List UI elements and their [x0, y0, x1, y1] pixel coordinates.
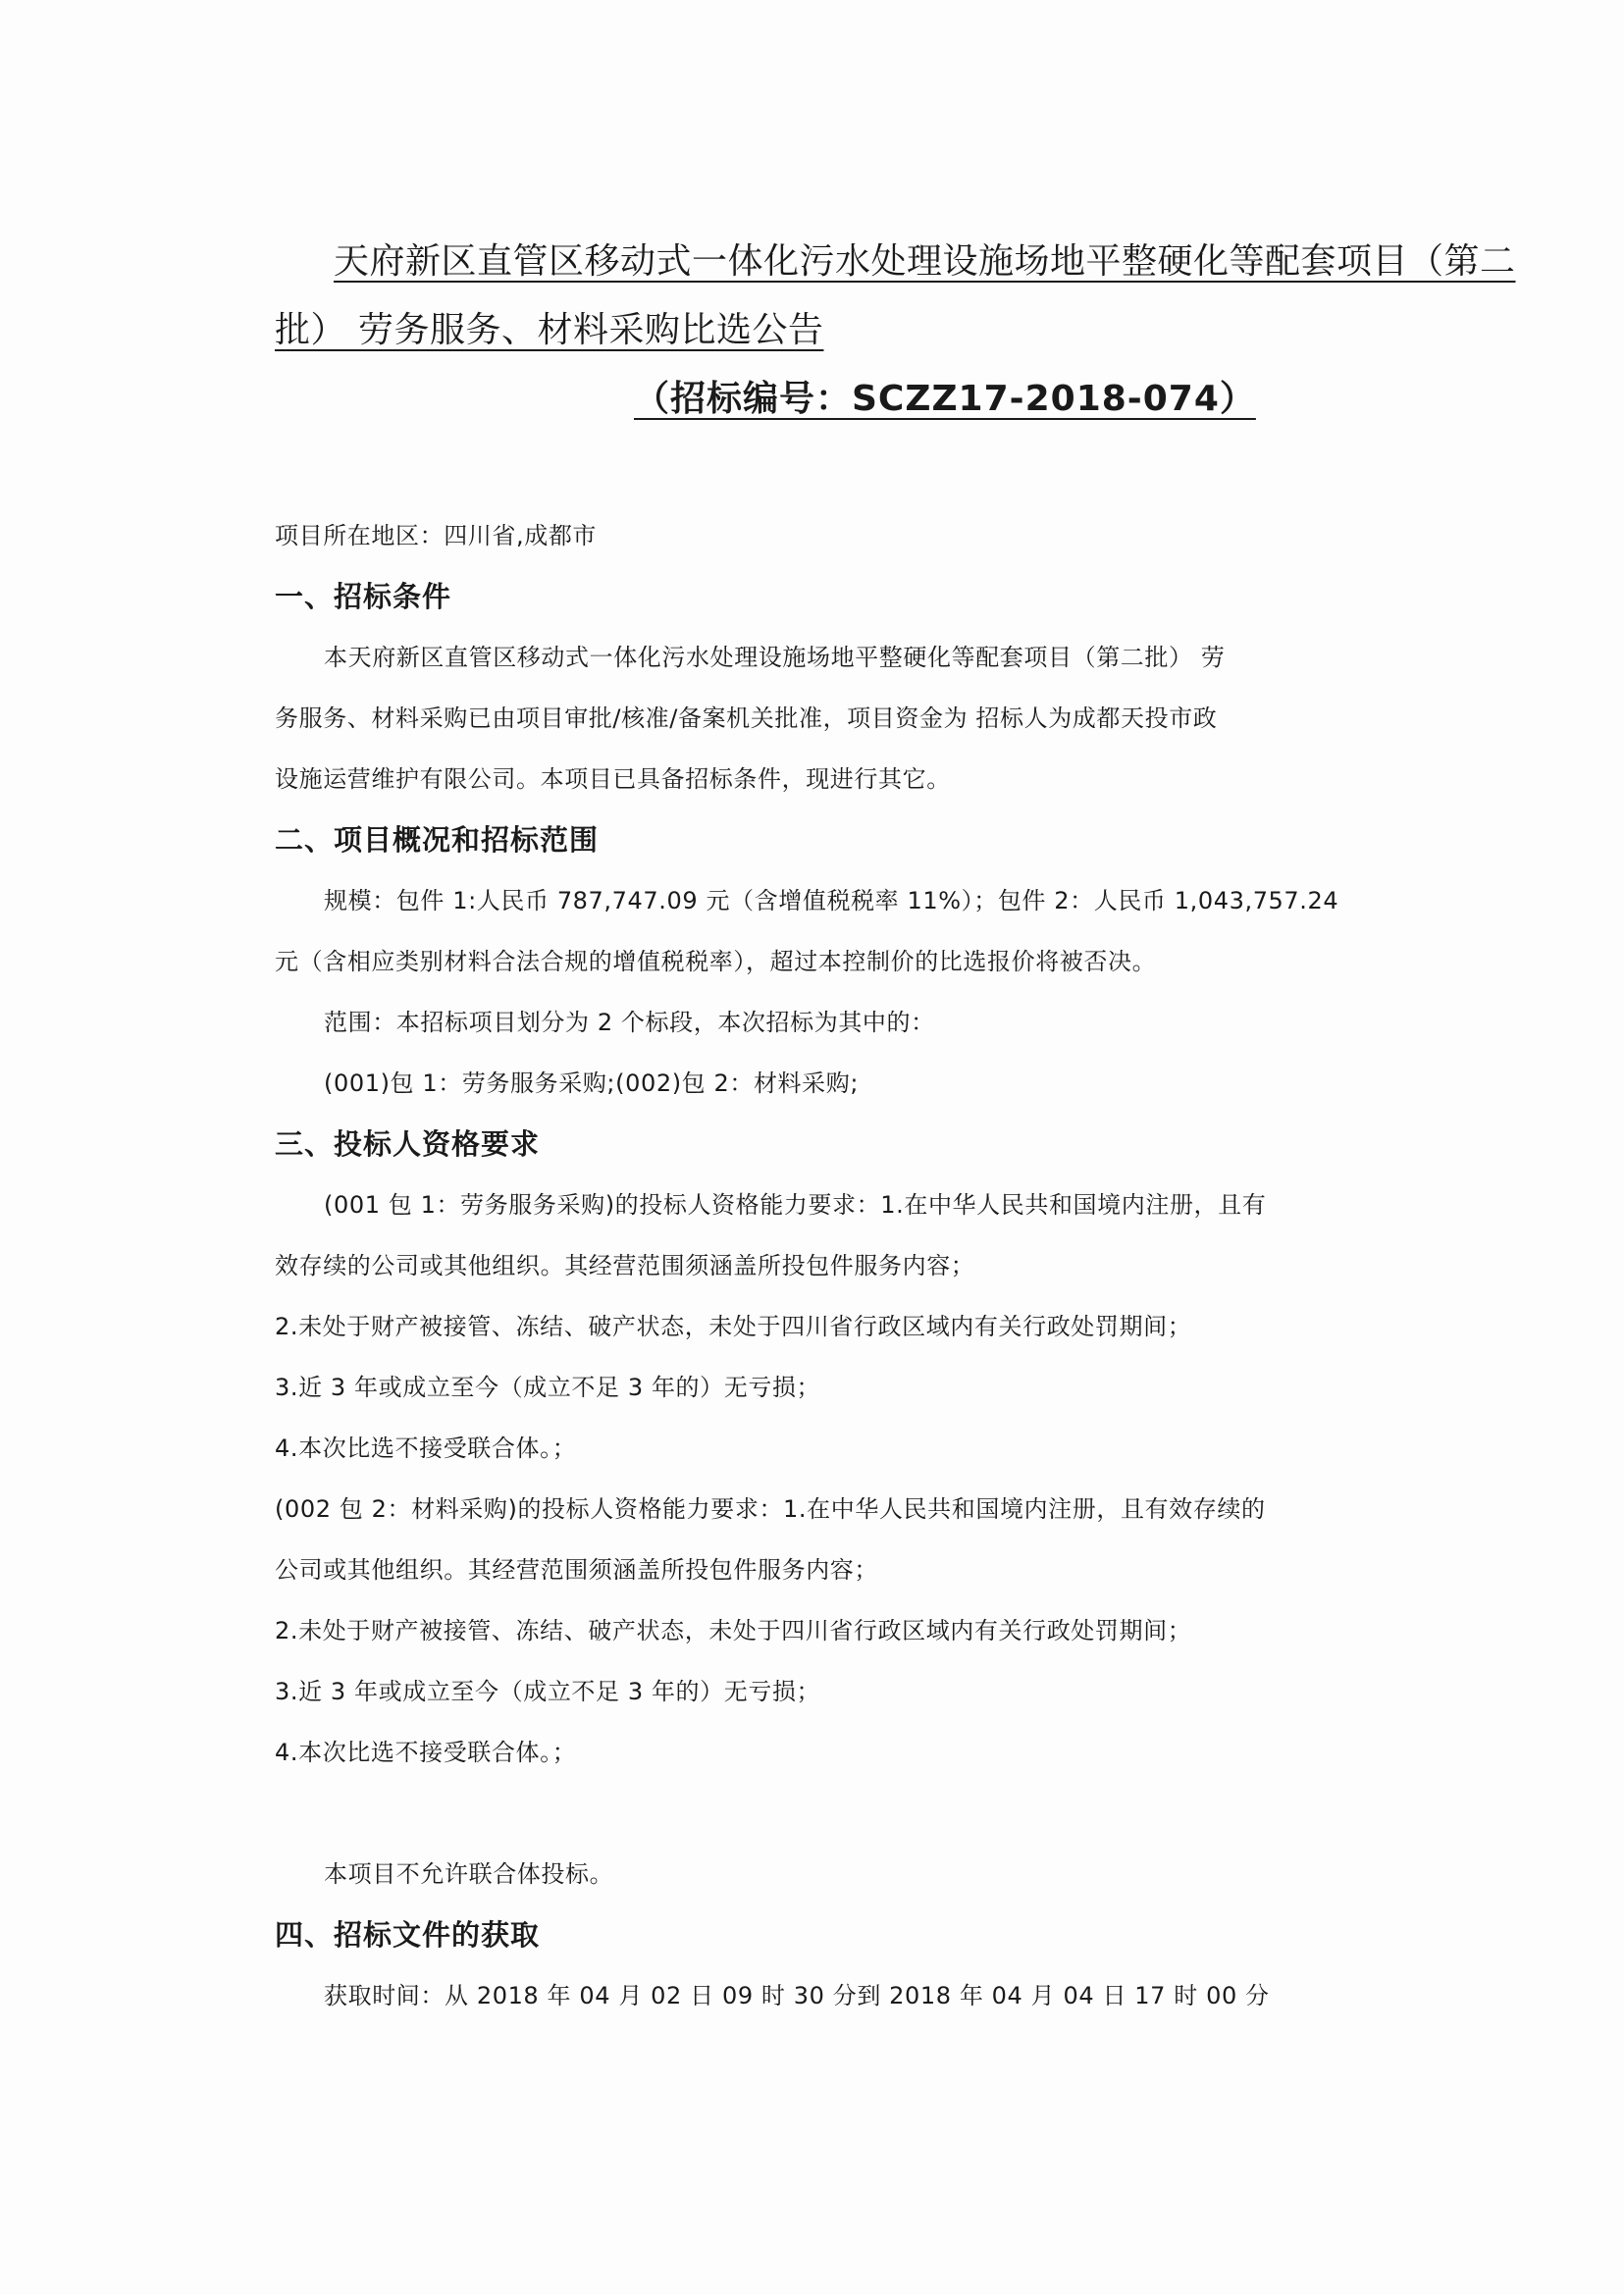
package1-req-line-2: 效存续的公司或其他组织。其经营范围须涵盖所投包件服务内容；	[275, 1252, 975, 1279]
conditions-line-2: 务服务、材料采购已由项目审批/核准/备案机关批准，项目资金为 招标人为成都天投市政	[275, 704, 1218, 732]
announcement-body	[275, 505, 1374, 2026]
scale-line-2: 元（含相应类别材料合法合规的增值税税率），超过本控制价的比选报价将被否决。	[275, 948, 1157, 975]
section-heading-documents: 四、招标文件的获取	[275, 1918, 541, 1952]
package1-req-item-4: 4.本次比选不接受联合体。；	[275, 1434, 577, 1462]
title-line-1: 天府新区直管区移动式一体化污水处理设施场地平整硬化等配套项目（第二	[334, 241, 1516, 282]
blank-gap	[275, 1783, 1374, 1844]
title-line-2: 批） 劳务服务、材料采购比选公告	[275, 310, 824, 350]
acquisition-time: 获取时间：从 2018 年 04 月 02 日 09 时 30 分到 2018 年 04 月 04 日 17 时 00 分	[324, 1982, 1270, 2009]
conditions-line-1: 本天府新区直管区移动式一体化污水处理设施场地平整硬化等配套项目（第二批） 劳	[324, 644, 1226, 671]
announcement-title	[275, 228, 1516, 434]
package2-req-line-1: (002 包 2：材料采购)的投标人资格能力要求：1.在中华人民共和国境内注册，且有效存续的	[275, 1495, 1266, 1523]
package1-req-item-2: 2.未处于财产被接管、冻结、破产状态，未处于四川省行政区域内有关行政处罚期间；	[275, 1313, 1192, 1340]
conditions-line-3: 设施运营维护有限公司。本项目已具备招标条件，现进行其它。	[275, 765, 951, 793]
project-region: 项目所在地区：四川省,成都市	[275, 522, 598, 549]
package2-req-item-2: 2.未处于财产被接管、冻结、破产状态，未处于四川省行政区域内有关行政处罚期间；	[275, 1617, 1192, 1644]
packages-line: (001)包 1：劳务服务采购;(002)包 2：材料采购;	[324, 1069, 860, 1097]
scope-line: 范围：本招标项目划分为 2 个标段，本次招标为其中的：	[324, 1009, 935, 1036]
package2-req-item-4: 4.本次比选不接受联合体。；	[275, 1739, 577, 1766]
package1-req-line-1: (001 包 1：劳务服务采购)的投标人资格能力要求：1.在中华人民共和国境内注册，且有	[324, 1191, 1267, 1219]
section-heading-conditions: 一、招标条件	[275, 580, 452, 613]
scale-line-1: 规模：包件 1:人民币 787,747.09 元（含增值税税率 11%）；包件 2：人民币 1,043,757.24	[324, 887, 1339, 914]
section-heading-overview: 二、项目概况和招标范围	[275, 823, 600, 857]
section-heading-qualifications: 三、投标人资格要求	[275, 1127, 541, 1161]
package1-req-item-3: 3.近 3 年或成立至今（成立不足 3 年的）无亏损；	[275, 1374, 821, 1401]
package2-req-item-3: 3.近 3 年或成立至今（成立不足 3 年的）无亏损；	[275, 1678, 821, 1705]
package2-req-line-2: 公司或其他组织。其经营范围须涵盖所投包件服务内容；	[275, 1556, 878, 1584]
tender-code: （招标编号：SCZZ17-2018-074）	[634, 379, 1256, 419]
no-consortium-note: 本项目不允许联合体投标。	[324, 1860, 614, 1888]
